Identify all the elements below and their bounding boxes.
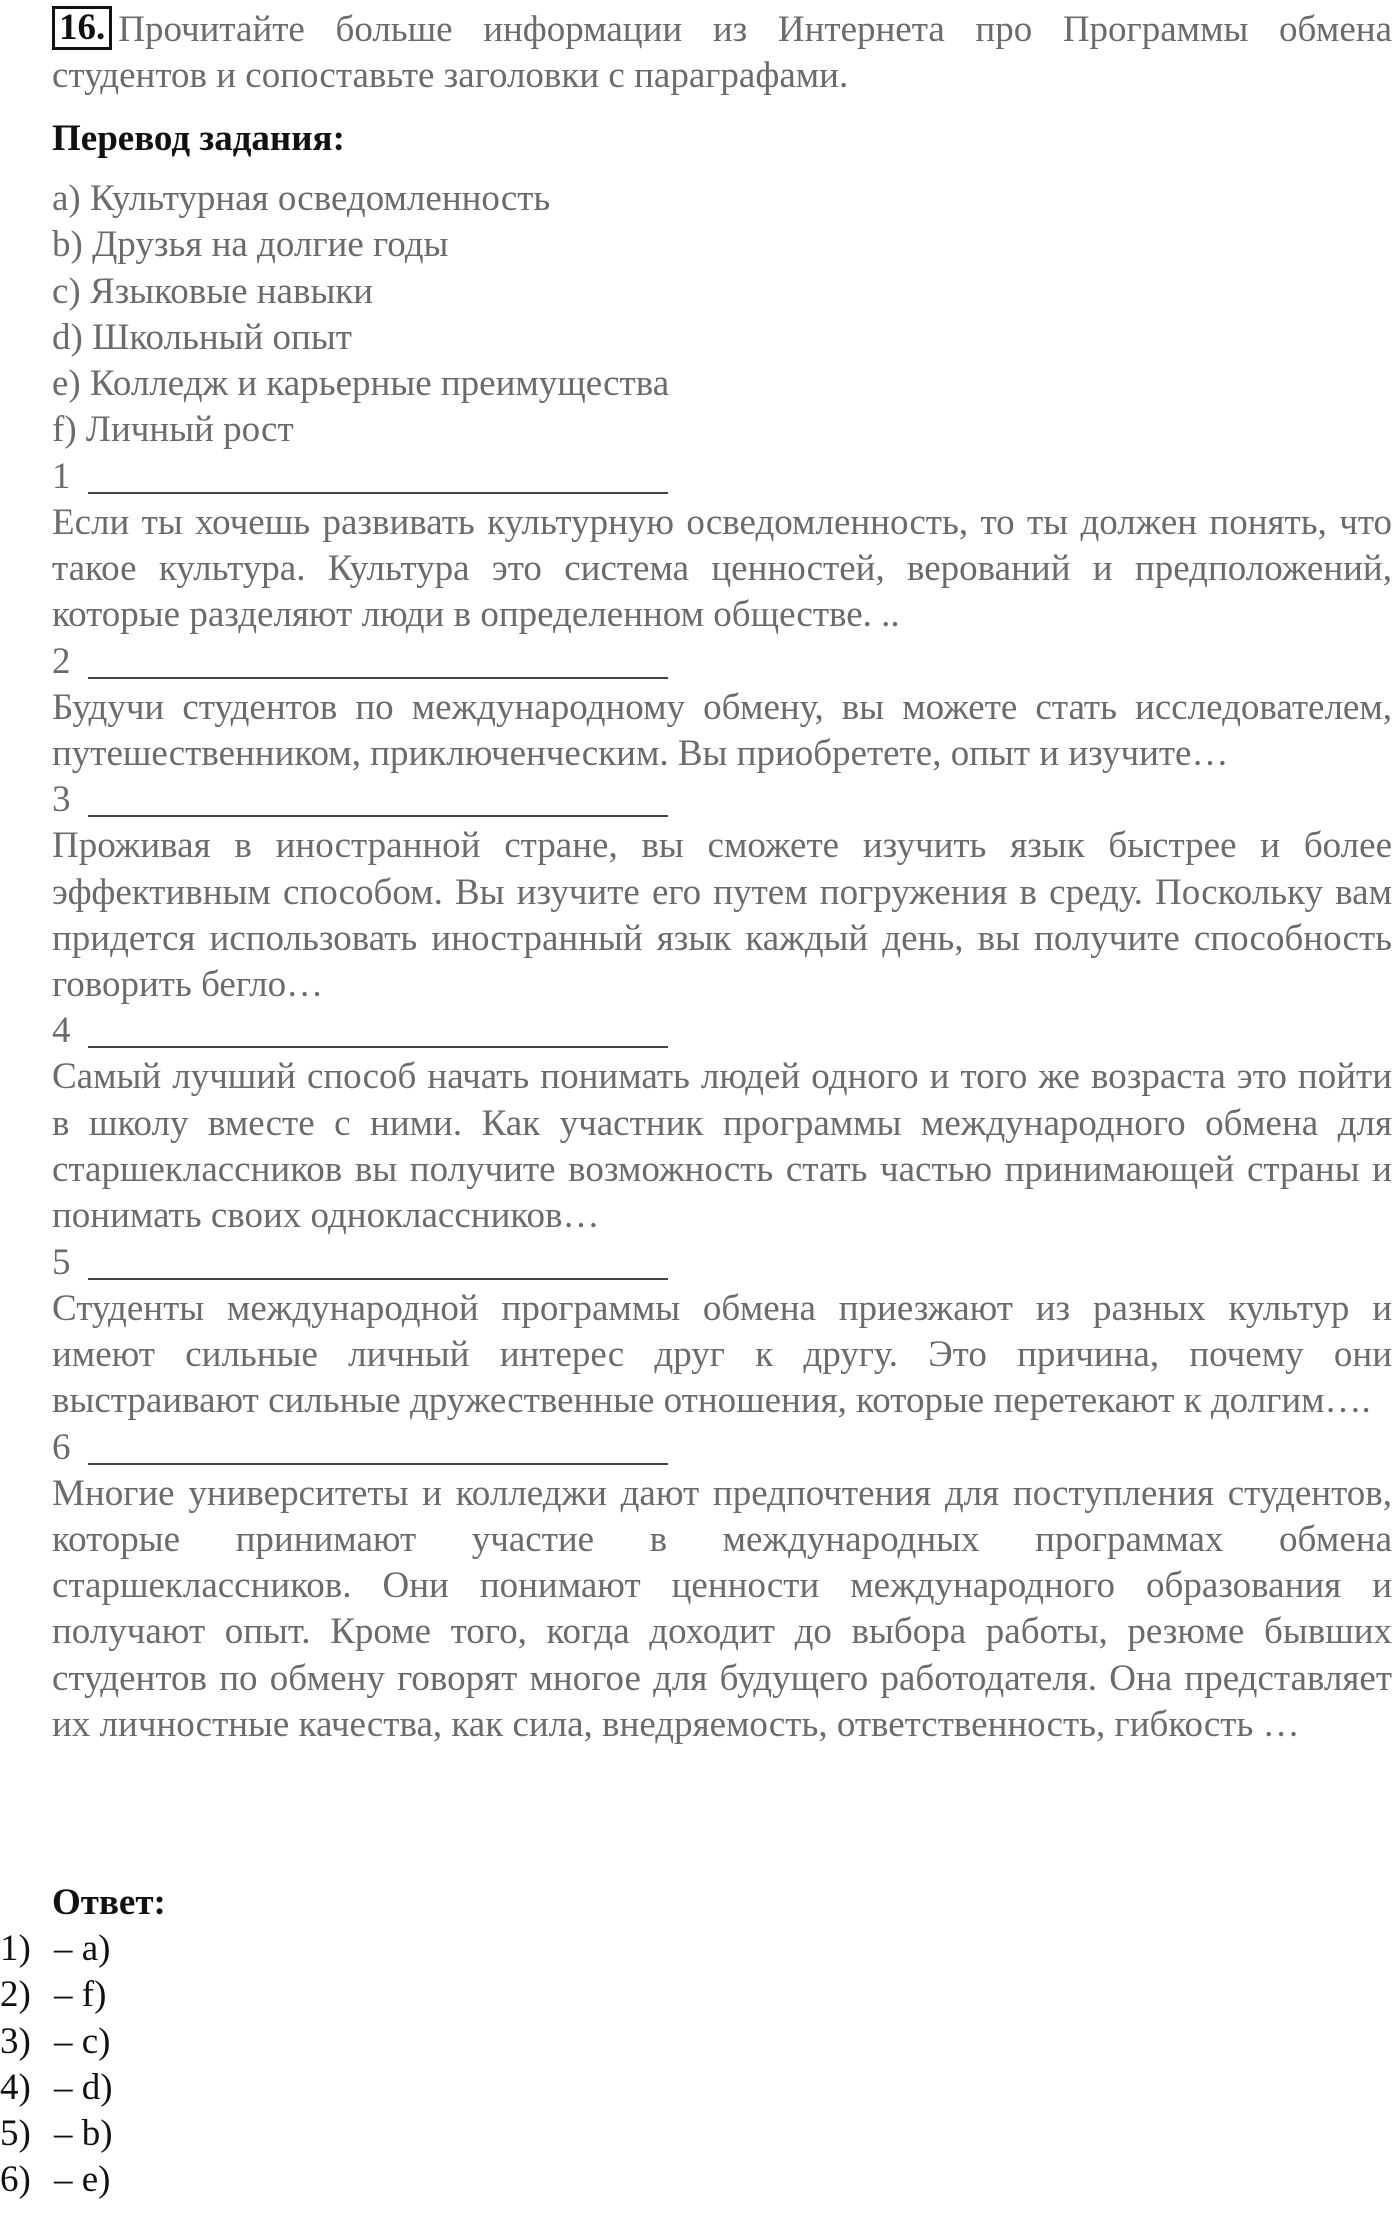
- answer-blank-line: [88, 1463, 668, 1465]
- answer-blank-line: [88, 1278, 668, 1280]
- paragraph-3-text: Проживая в иностранной стране, вы сможете изучить язык быстрее и более эффективным способом. Вы изучите его путем погружения в среду. Поскольку вам придется использовать иностранный язык каждый день, вы получите способность говорить бегло…: [52, 825, 1392, 1006]
- answer-index: 4): [0, 2066, 31, 2108]
- paragraph-1-text: Если ты хочешь развивать культурную осведомленность, то ты должен понять, что такое культура. Культура это система ценностей, верований и предположений, которые разделяют люди в определенном обществе. ..: [52, 501, 1392, 636]
- answer-row: [0, 2157, 113, 2203]
- answer-blank-line: [88, 677, 668, 679]
- paragraph-4-number-row: [52, 1008, 1392, 1054]
- answer-index: 2): [0, 1974, 31, 2016]
- answer-list: [0, 1926, 113, 2204]
- answer-index: 1): [0, 1928, 31, 1969]
- answer-index: 5): [0, 2113, 31, 2155]
- answer-row: [0, 2019, 113, 2065]
- answer-value: – f): [54, 1974, 107, 2016]
- paragraph-number: 1: [52, 455, 71, 497]
- paragraph-number: 4: [52, 1010, 71, 1052]
- answer-value: – b): [54, 2113, 113, 2155]
- paragraph-5-number-row: [52, 1240, 1392, 1286]
- answer-blank-line: [88, 815, 668, 817]
- option-b: b) Друзья на долгие годы: [52, 224, 449, 266]
- paragraph-number: 6: [52, 1426, 71, 1468]
- paragraph-2-number-row: [52, 639, 1392, 685]
- answer-heading: Ответ:: [52, 1882, 166, 1923]
- option-e: e) Колледж и карьерные преимущества: [52, 363, 670, 405]
- paragraph-1-number-row: [52, 454, 1392, 500]
- answer-value: – e): [54, 2159, 111, 2201]
- answer-value: – a): [54, 1928, 111, 1969]
- paragraph-number: 2: [52, 640, 71, 682]
- paragraph-number: 5: [52, 1241, 71, 1283]
- option-a: a) Культурная осведомленность: [52, 178, 551, 219]
- answer-row: [0, 2065, 113, 2111]
- paragraph-number: 3: [52, 779, 71, 821]
- answer-value: – d): [54, 2066, 113, 2108]
- task-number: 16.: [52, 6, 112, 50]
- paragraph-6-text: Многие университеты и колледжи дают предпочтения для поступления студентов, которые принимают участие в международных программах обмена старшеклассников. Они понимают ценности международного образования и получают опыт. Кроме того, когда доходит до выбора работы, резюме бывших студентов по обмену говорят многое для будущего работодателя. Она представляет их личностные качества, как сила, внедряемость, ответственность, гибкость …: [52, 1472, 1392, 1746]
- paragraph-5-text: Студенты международной программы обмена приезжают из разных культур и имеют сильные личный интерес друг к другу. Это причина, почему они выстраивают сильные дружественные отношения, которые перетекают к долгим….: [52, 1287, 1392, 1422]
- paragraph-3-number-row: [52, 777, 1392, 823]
- answer-row: [0, 1972, 113, 2018]
- option-f: f) Личный рост: [52, 409, 294, 451]
- answer-blank-line: [88, 1046, 668, 1048]
- paragraph-4-text: Самый лучший способ начать понимать людей одного и того же возраста это пойти в школу вместе с ними. Как участник программы международного обмена для старшеклассников вы получите возможность стать частью принимающей страны и понимать своих одноклассников…: [52, 1056, 1392, 1237]
- answer-value: – c): [54, 2020, 111, 2062]
- task-header: [52, 6, 1392, 99]
- paragraph-6-number-row: [52, 1425, 1392, 1471]
- paragraph-2-text: Будучи студентов по международному обмену, вы можете стать исследователем, путешественником, приключенческим. Вы приобретете, опыт и изучите…: [52, 686, 1392, 774]
- answer-blank-line: [88, 492, 668, 494]
- answer-row: [0, 1926, 113, 1972]
- translation-heading: Перевод задания:: [52, 118, 345, 159]
- answer-row: [0, 2111, 113, 2157]
- answer-index: 3): [0, 2020, 31, 2062]
- task-instruction: Прочитайте больше информации из Интернета про Программы обмена студентов и сопоставьте заголовки с параграфами.: [52, 9, 1392, 96]
- option-d: d) Школьный опыт: [52, 316, 352, 358]
- answer-index: 6): [0, 2159, 31, 2201]
- option-c: c) Языковые навыки: [52, 270, 374, 312]
- headings-and-paragraphs: [52, 176, 1392, 1748]
